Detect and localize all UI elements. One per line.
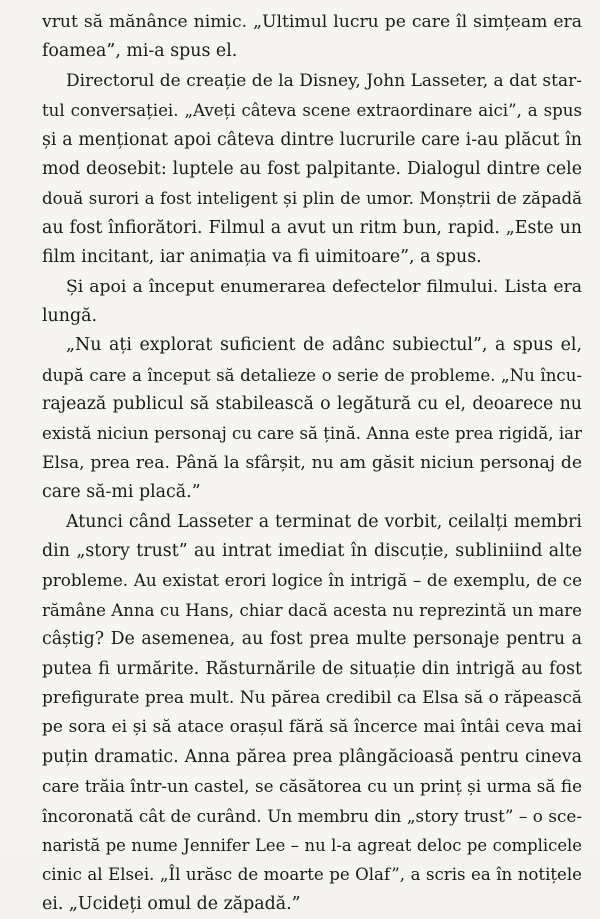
text-line: care să-mi placă.” xyxy=(42,482,201,503)
text-line: care trăia într-un castel, se căsătorea cu un prinț și urma să fie xyxy=(42,776,582,797)
text-line: încoronată cât de curând. Un membru din „story trust” – o sce- xyxy=(42,805,582,826)
text-line: naristă pe nume Jennifer Lee – nu l-a agreat deloc pe complicele xyxy=(42,835,582,855)
text-line: Atunci când Lasseter a terminat de vorbit, ceilalți membri xyxy=(66,511,582,532)
text-line: pe sora ei și să atace orașul fără să încerce mai întâi ceva mai xyxy=(42,717,582,738)
text-line: mod deosebit: luptele au fost palpitante. Dialogul dintre cele xyxy=(42,158,582,179)
text-line: tul conversației. „Aveți câteva scene extraordinare aici”, a spus xyxy=(42,101,582,121)
text-line: câștig? De asemenea, au fost prea multe personaje pentru a xyxy=(42,629,582,650)
text-line: există niciun personaj cu care să țină. Anna este prea rigidă, iar xyxy=(42,424,582,444)
text-line: probleme. Au existat erori logice în intrigă – de exemplu, de ce xyxy=(42,570,582,591)
text-line: prefigurate prea mult. Nu părea credibil ca Elsa să o răpească xyxy=(42,687,582,708)
text-line: puțin dramatic. Anna părea prea plângăcioasă pentru cineva xyxy=(42,746,582,767)
text-line: și a menționat apoi câteva dintre lucrurile care i-au plăcut în xyxy=(42,129,582,150)
text-line: rămâne Anna cu Hans, chiar dacă acesta nu reprezintă un mare xyxy=(42,600,582,620)
text-line: două surori a fost inteligent și plin de umor. Monștrii de zăpadă xyxy=(42,189,582,209)
text-line: din „story trust” au intrat imediat în discuție, subliniind alte xyxy=(42,541,582,562)
text-line: Și apoi a început enumerarea defectelor filmului. Lista era xyxy=(66,276,582,297)
text-line: au fost înfiorători. Filmul a avut un ritm bun, rapid. „Este un xyxy=(42,217,582,238)
text-line: rajează publicul să stabilească o legătură cu el, deoarece nu xyxy=(42,394,582,415)
text-line: cinic al Elsei. „Îl urăsc de moarte pe Olaf”, a scris ea în notițele xyxy=(42,865,582,885)
text-line: vrut să mănânce nimic. „Ultimul lucru pe care îl simțeam era xyxy=(42,12,582,32)
text-line: lungă. xyxy=(42,305,97,326)
text-line: ei. „Ucideți omul de zăpadă.” xyxy=(42,893,301,914)
text-line: foamea”, mi-a spus el. xyxy=(42,41,238,62)
text-line: „Nu ați explorat suficient de adânc subiectul”, a spus el, xyxy=(66,335,582,356)
text-line: Directorul de creație de la Disney, John Lasseter, a dat star- xyxy=(66,70,582,91)
text-line: după care a început să detalieze o serie de probleme. „Nu încu- xyxy=(42,365,582,385)
text-line: film incitant, iar animația va fi uimitoare”, a spus. xyxy=(42,247,482,268)
body-text xyxy=(42,8,582,919)
text-line: putea fi urmărite. Răsturnările de situație din intrigă au fost xyxy=(42,658,582,679)
text-line: Elsa, prea rea. Până la sfârșit, nu am găsit niciun personaj de xyxy=(42,452,582,473)
